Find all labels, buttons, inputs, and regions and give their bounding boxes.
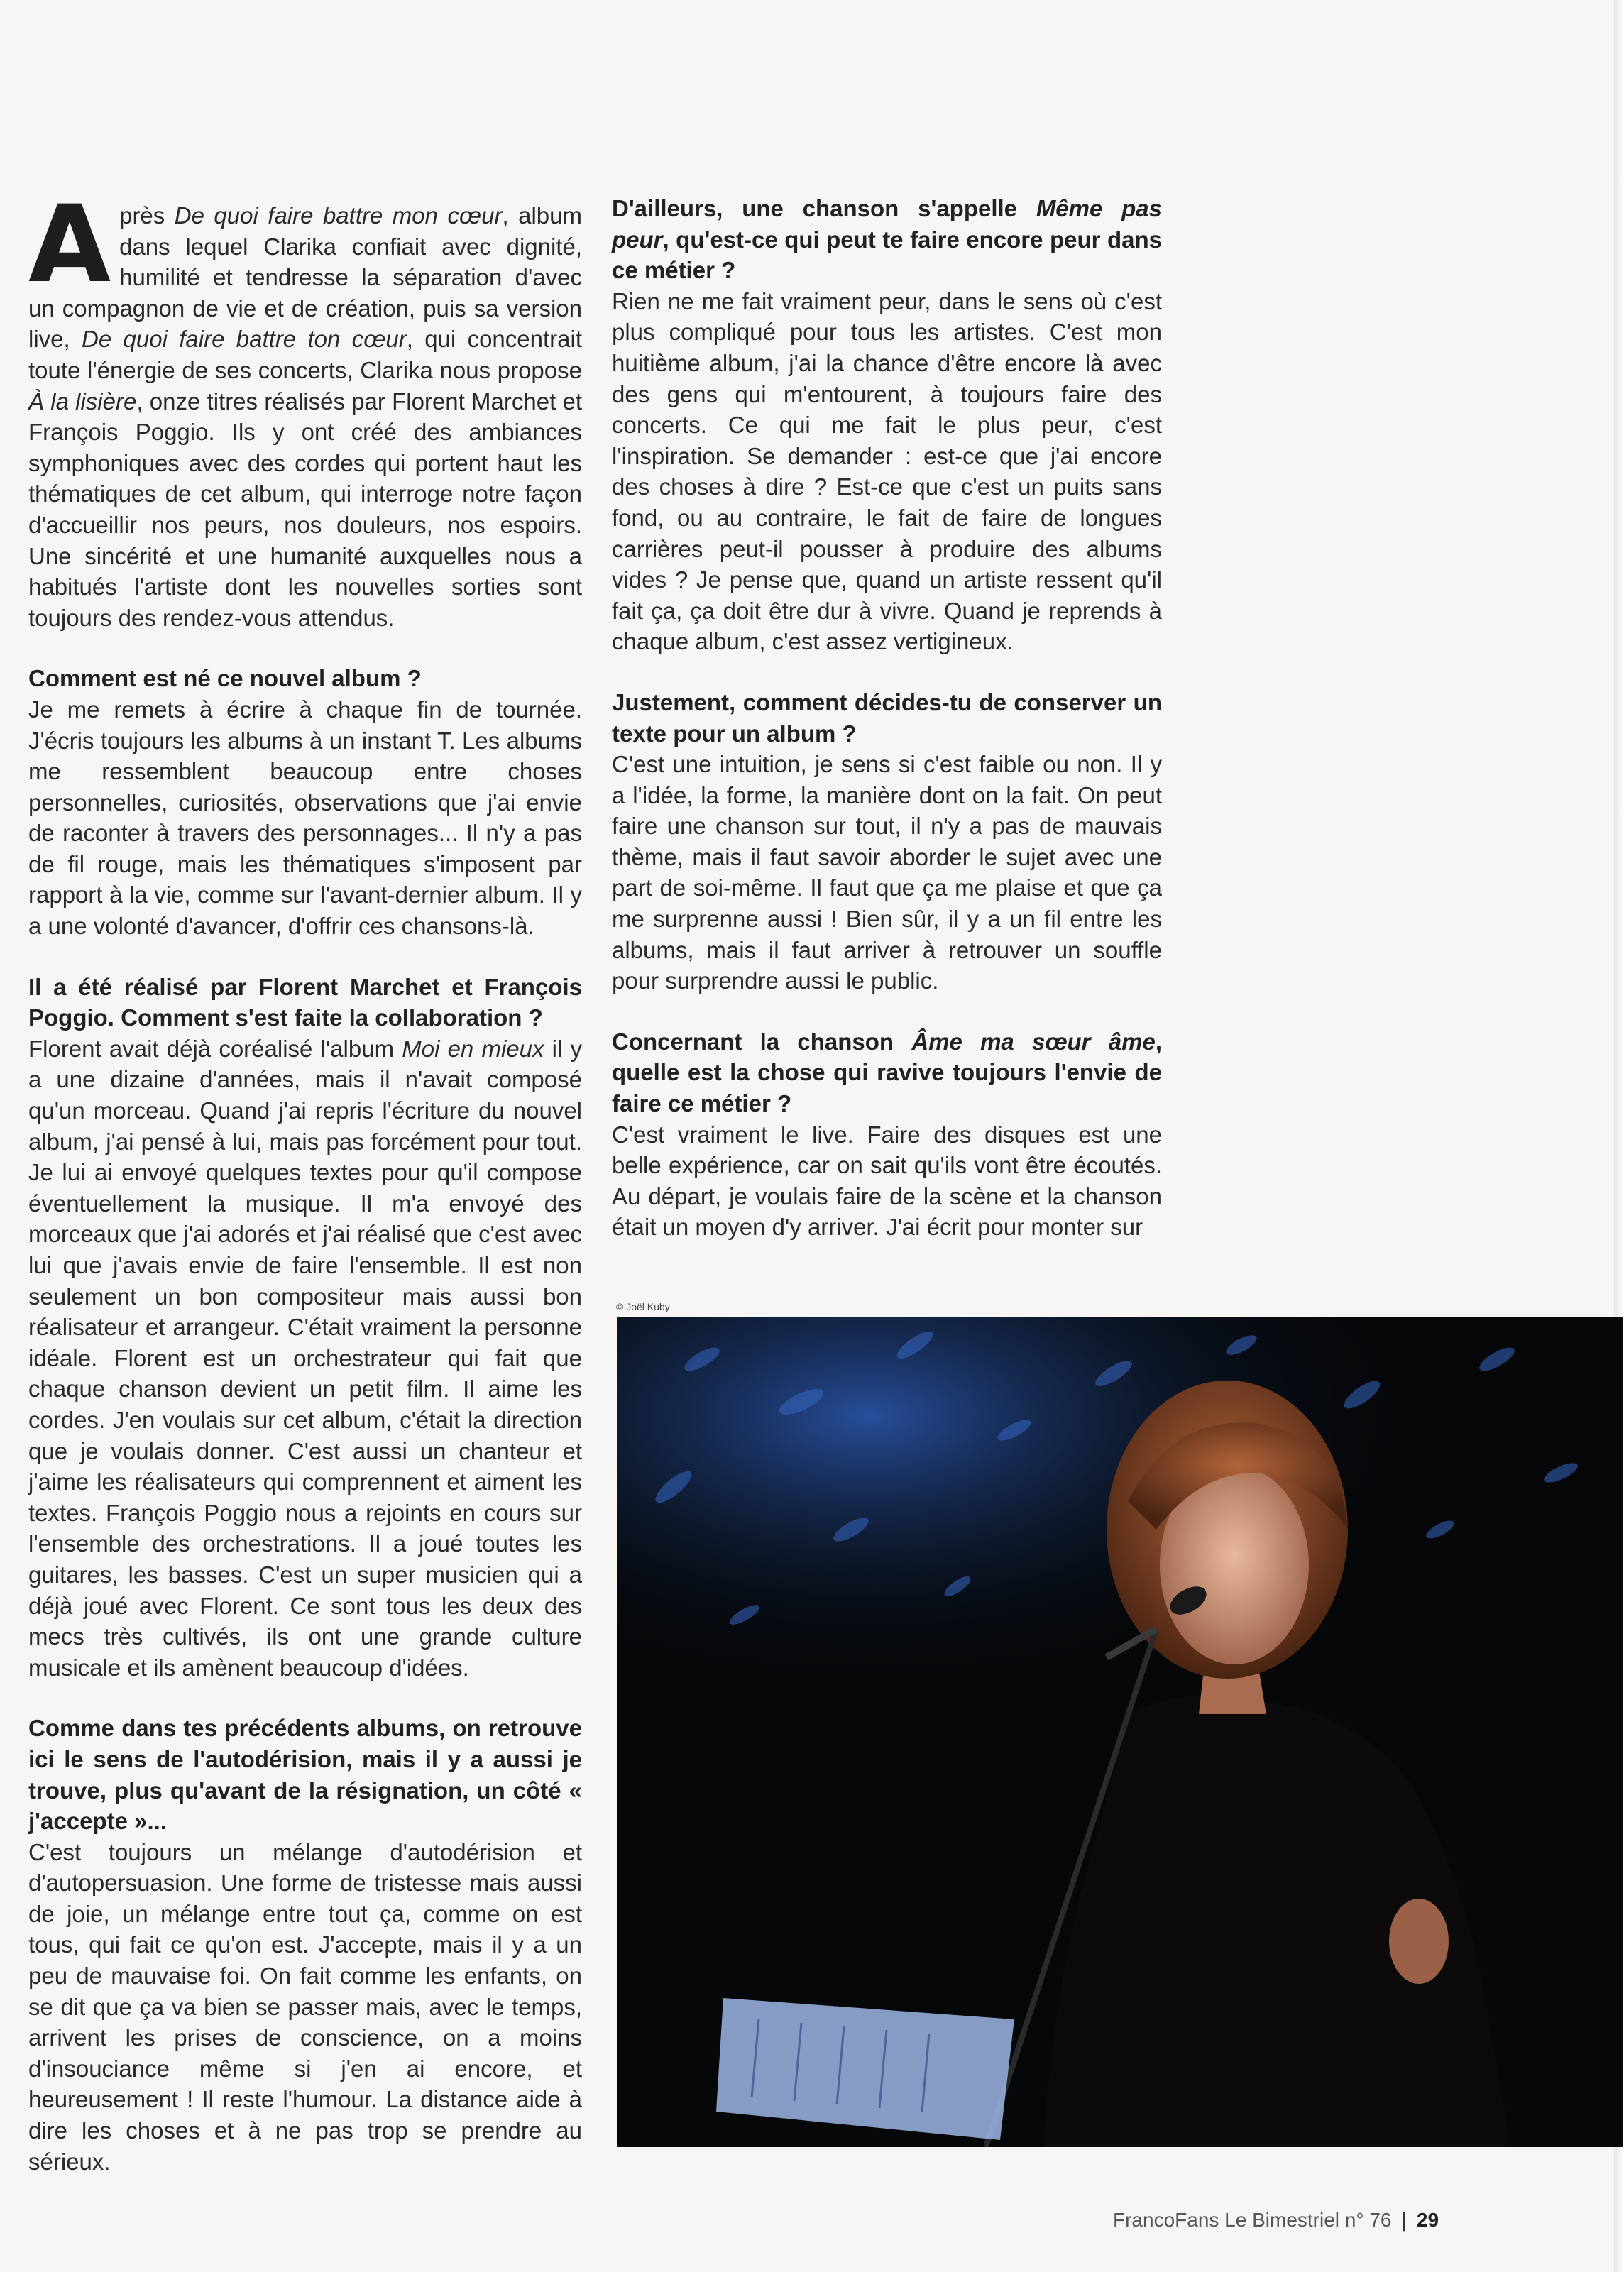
italic-title: Même pas peur: [612, 195, 1162, 253]
page-number: 29: [1416, 2209, 1439, 2231]
italic-title: À la lisière: [28, 388, 137, 415]
question-meme-pas-peur: D'ailleurs, une chanson s'appelle Même pas peur, qu'est-ce qui peut te faire encore peur dans ce métier ?: [612, 195, 1162, 284]
singer-photo: [617, 1317, 1623, 2147]
question-new-album: Comment est né ce nouvel album ?: [28, 665, 422, 692]
italic-title: De quoi faire battre ton cœur: [82, 326, 407, 353]
dropcap: A: [28, 183, 111, 307]
photo-credit: © Joël Kuby: [616, 1301, 670, 1312]
singer-photo-icon: [617, 1317, 1623, 2147]
answer-autoderision: C'est toujours un mélange d'autodérision et d'autopersuasion. Une forme de tristesse mais aussi de joie, un mélange entre tout ça, comme on est tous, qui fait ce qu'on est. J'accepte, mais il y a un peu de mauvaise foi. On fait comme les enfants, on se dit que ça va bien se passer mais, avec le temps, arrivent les prises de conscience, on a moins d'insouciance même si j'en ai encore, et heureusement ! Il reste l'humour. La distance aide à dire les choses et à ne pas trop se prendre au sérieux.: [28, 1838, 582, 2175]
answer-collaboration: Florent avait déjà coréalisé l'album Moi en mieux il y a une dizaine d'années, mais il n'avait composé qu'un morceau. Quand j'ai repris l'écriture du nouvel album, j'ai pensé à lui, mais pas forcément pour tout. Je lui ai envoyé quelques textes pour qu'il compose éventuellement la musique. Il m'a envoyé des morceaux que j'ai adorés et j'ai réalisé que c'est avec lui que j'avais envie de faire l'ensemble. Il est non seulement un bon compositeur mais aussi bon réalisateur et arrangeur. C'était vraiment la personne idéale. Florent est un orchestrateur qui fait que chaque chanson devient un petit film. Il aime les cordes. J'en voulais sur cet album, c'était la direction que je voulais donner. C'est aussi un chanteur et j'aime les réalisateurs qui comprennent et aiment les textes. François Poggio nous a rejoints en cours sur l'ensemble des orchestrations. Il a joué toutes les guitares, les basses. C'est un super musicien qui a déjà joué avec Florent. Ce sont tous les deux des mecs très cultivés, ils ont une grande culture musicale et ils amènent beaucoup d'idées.: [28, 1035, 582, 1681]
footer-separator: |: [1401, 2209, 1408, 2231]
question-conserver-texte: Justement, comment décides-tu de conserver un texte pour un album ?: [612, 688, 1162, 747]
answer-meme-pas-peur: Rien ne me fait vraiment peur, dans le sens où c'est plus compliqué pour tous les artistes. C'est mon huitième album, j'ai la chance d'être encore là avec des gens qui m'entourent, à toujours faire des concerts. Ce qui me fait le plus peur, c'est l'inspiration. Se demander : est-ce que j'ai encore des choses à dire ? Est-ce que c'est un puits sans fond, ou au contraire, le fait de faire de longues carrières peut-il pousser à produire des albums vides ? Je pense que, quand un artiste ressent qu'il fait ça, ça doit être dur à vivre. Quand je reprends à chaque album, c'est assez vertigineux.: [612, 287, 1162, 655]
question-ame-ma-soeur: Concernant la chanson Âme ma sœur âme, quelle est la chose qui ravive toujours l'envie de faire ce métier ?: [612, 1028, 1162, 1117]
italic-title: Âme ma sœur âme: [911, 1028, 1156, 1055]
right-column: [612, 193, 1162, 1243]
italic-title: Moi en mieux: [402, 1035, 544, 1062]
intro-paragraph: [28, 183, 582, 633]
question-collaboration: Il a été réalisé par Florent Marchet et François Poggio. Comment s'est faite la collaboration ?: [28, 973, 582, 1031]
answer-conserver-texte: C'est une intuition, je sens si c'est faible ou non. Il y a l'idée, la forme, la manière dont on la fait. On peut faire une chanson sur tout, il n'y a pas de mauvais thème, mais il faut savoir aborder le sujet avec une part de soi-même. Il faut que ça me plaise et que ça me surprenne aussi ! Bien sûr, il y a un fil entre les albums, mais il faut arriver à retrouver un souffle pour surprendre aussi le public.: [612, 751, 1162, 994]
magazine-name: FrancoFans Le Bimestriel n° 76: [1113, 2209, 1392, 2231]
left-column: [28, 183, 582, 2177]
answer-new-album: Je me remets à écrire à chaque fin de tournée. J'écris toujours les albums à un instant T. Les albums me ressemblent beaucoup entre choses personnelles, curiosités, observations que j'ai envie de raconter à travers des personnages... Il n'y a pas de fil rouge, mais les thématiques s'imposent par rapport à la vie, comme sur l'avant-dernier album. Il y a une volonté d'avancer, d'offrir ces chansons-là.: [28, 696, 582, 940]
intro-text: près De quoi faire battre mon cœur, album dans lequel Clarika confiait avec dignité, humilité et tendresse la séparation d'avec un compagnon de vie et de création, puis sa version live, De quoi faire battre ton cœur, qui concentrait toute l'énergie de ses concerts, Clarika nous propose À la lisière, onze titres réalisés par Florent Marchet et François Poggio. Ils y ont créé des ambiances symphoniques avec des cordes qui portent haut les thématiques de cet album, qui interroge notre façon d'accueillir nos peurs, nos douleurs, nos espoirs. Une sincérité et une humanité auxquelles nous a habitués l'artiste dont les nouvelles sorties sont toujours des rendez-vous attendus.: [28, 202, 582, 631]
question-autoderision: Comme dans tes précédents albums, on retrouve ici le sens de l'autodérision, mais il y a aussi je trouve, plus qu'avant de la résignation, un côté « j'accepte »...: [28, 1715, 582, 1835]
answer-ame-ma-soeur: C'est vraiment le live. Faire des disques est une belle expérience, car on sait qu'ils vont être écoutés. Au départ, je voulais faire de la scène et la chanson était un moyen d'y arriver. J'ai écrit pour monter sur: [612, 1121, 1162, 1241]
italic-title: De quoi faire battre mon cœur: [174, 202, 503, 229]
page-footer: [1113, 2209, 1439, 2232]
